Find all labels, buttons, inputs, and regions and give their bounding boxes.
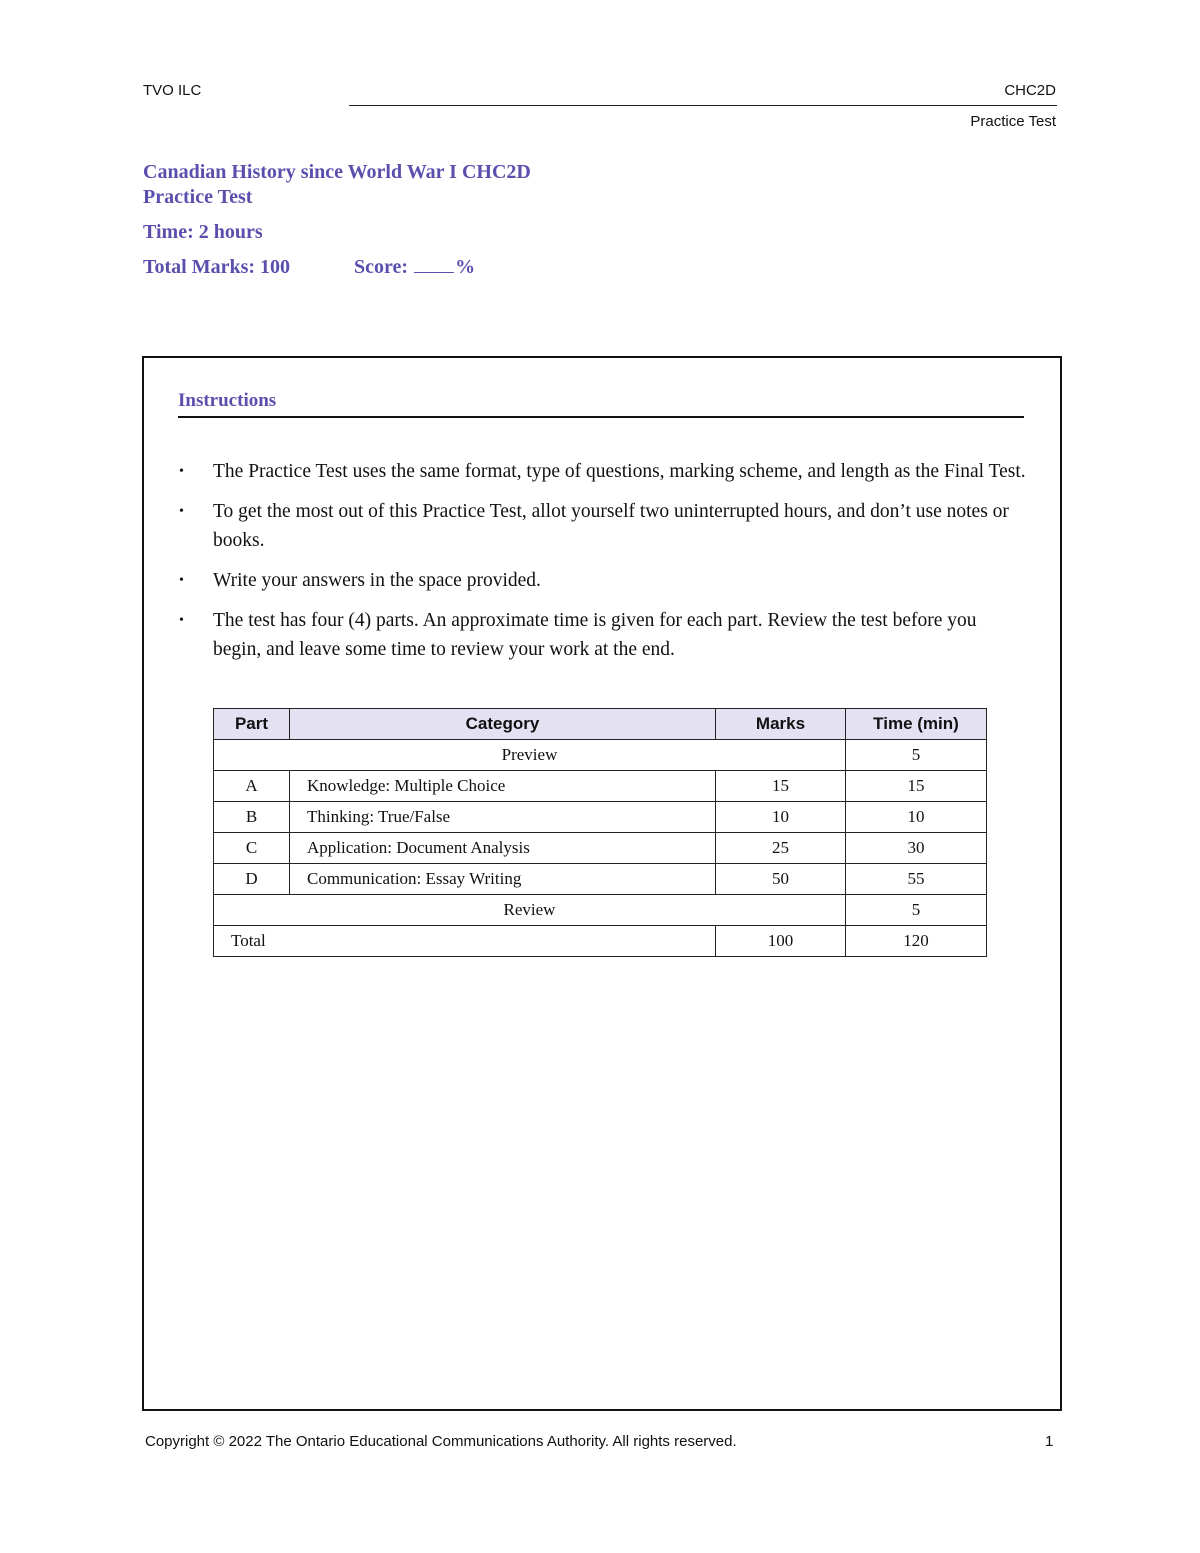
row-part: C [214, 833, 290, 864]
row-category: Communication: Essay Writing [290, 864, 716, 895]
header-subtitle: Practice Test [970, 113, 1056, 130]
row-marks: 10 [716, 802, 846, 833]
score-blank[interactable] [414, 255, 454, 273]
row-marks: 15 [716, 771, 846, 802]
header-marks: Marks [716, 709, 846, 740]
row-part: B [214, 802, 290, 833]
header-part: Part [214, 709, 290, 740]
list-item-text: The Practice Test uses the same format, type of questions, marking scheme, and length as the Final Test. [213, 461, 1026, 482]
preview-label: Preview [214, 740, 846, 771]
total-label: Total [214, 926, 716, 957]
row-category: Thinking: True/False [290, 802, 716, 833]
score-label: Score: [354, 256, 409, 278]
bullet-icon: • [179, 504, 184, 519]
bullet-icon: • [179, 573, 184, 588]
total-marks: Total Marks: 100 [143, 256, 291, 278]
list-item-text: The test has four (4) parts. An approximate time is given for each part. Review the test before you begin, and leave some time to review your work at the end. [213, 610, 977, 660]
test-time: Time: 2 hours [143, 221, 263, 243]
row-time: 55 [846, 864, 987, 895]
score-field [354, 255, 475, 280]
parts-table [213, 708, 987, 957]
header-category: Category [290, 709, 716, 740]
header-time: Time (min) [846, 709, 987, 740]
table-row [214, 833, 987, 864]
row-part: A [214, 771, 290, 802]
table-header-row [214, 709, 987, 740]
header-course-code: CHC2D [1004, 82, 1056, 99]
table-row [214, 771, 987, 802]
row-time: 10 [846, 802, 987, 833]
table-row-review [214, 895, 987, 926]
row-part: D [214, 864, 290, 895]
score-suffix: % [455, 256, 476, 278]
list-item-text: To get the most out of this Practice Test, allot yourself two uninterrupted hours, and don’t use notes or books. [213, 501, 1009, 551]
total-time-cell: 120 [846, 926, 987, 957]
instructions-heading: Instructions [178, 390, 277, 411]
row-marks: 25 [716, 833, 846, 864]
instructions-rule [178, 416, 1024, 418]
table-row-preview [214, 740, 987, 771]
header-rule [349, 105, 1057, 106]
bullet-icon: • [179, 464, 184, 479]
row-marks: 50 [716, 864, 846, 895]
table-row-total [214, 926, 987, 957]
list-item-text: Write your answers in the space provided. [213, 570, 541, 591]
instructions-list [176, 457, 1026, 675]
header-org: TVO ILC [143, 82, 202, 99]
preview-time: 5 [846, 740, 987, 771]
total-marks-cell: 100 [716, 926, 846, 957]
review-label: Review [214, 895, 846, 926]
list-item [176, 457, 1026, 486]
bullet-icon: • [179, 613, 184, 628]
row-time: 30 [846, 833, 987, 864]
list-item [176, 606, 1026, 664]
list-item [176, 497, 1026, 555]
list-item [176, 566, 1026, 595]
review-time: 5 [846, 895, 987, 926]
footer-copyright: Copyright © 2022 The Ontario Educational Communications Authority. All rights reserved. [145, 1433, 737, 1450]
row-time: 15 [846, 771, 987, 802]
row-category: Application: Document Analysis [290, 833, 716, 864]
row-category: Knowledge: Multiple Choice [290, 771, 716, 802]
table-row [214, 802, 987, 833]
course-title: Canadian History since World War I CHC2D [143, 161, 531, 183]
test-name: Practice Test [143, 186, 253, 208]
table-row [214, 864, 987, 895]
page-number: 1 [1045, 1433, 1054, 1450]
